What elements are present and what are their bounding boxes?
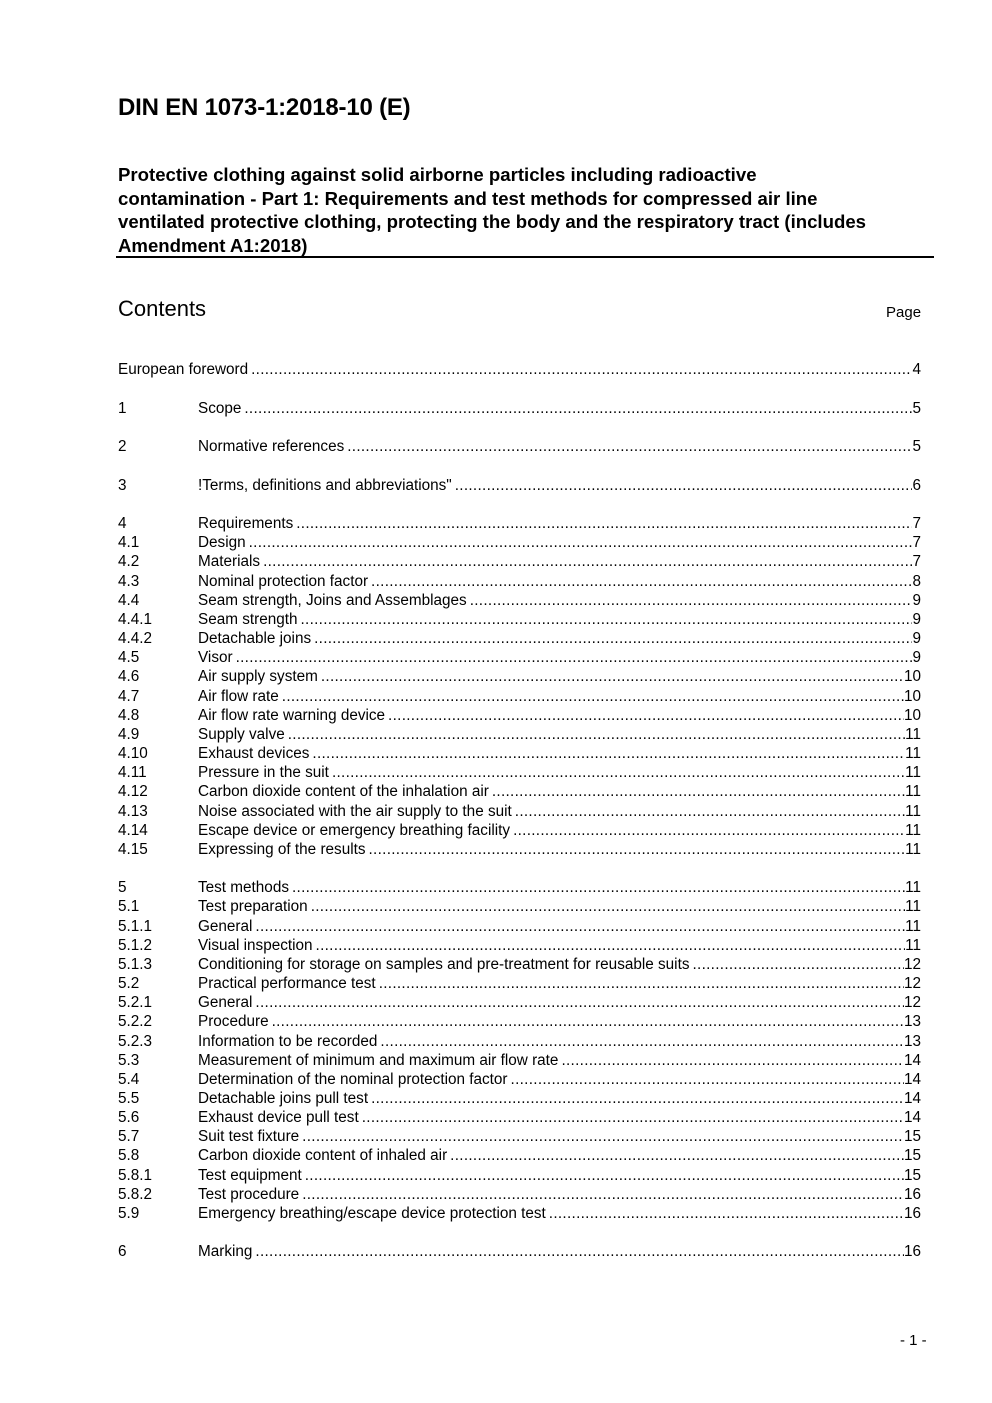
- toc-page-number: 15: [903, 1167, 921, 1184]
- toc-dot-leader: [332, 763, 905, 783]
- subtitle-line: ventilated protective clothing, protecting the body and the respiratory tract (includes: [118, 211, 866, 232]
- toc-section-number: 4.1: [118, 534, 140, 551]
- toc-section-title: Measurement of minimum and maximum air flow rate: [198, 1052, 559, 1069]
- toc-dot-leader: [369, 840, 906, 860]
- toc-page-number: 11: [905, 764, 921, 781]
- toc-entry[interactable]: [118, 1146, 921, 1166]
- toc-dot-leader: [561, 1051, 904, 1071]
- toc-page-number: 10: [903, 707, 921, 724]
- toc-dot-leader: [314, 629, 912, 649]
- toc-section-number: 4.8: [118, 707, 140, 724]
- toc-page-number: 9: [912, 611, 921, 628]
- toc-section-number: 4.13: [118, 803, 148, 820]
- toc-section-number: 5.3: [118, 1052, 140, 1069]
- toc-section-title: General: [198, 918, 253, 935]
- toc-entry[interactable]: [118, 667, 921, 687]
- page-column-heading: Page: [886, 304, 922, 321]
- toc-page-number: 11: [905, 937, 921, 954]
- toc-dot-leader: [296, 514, 912, 534]
- toc-section-number: 5.5: [118, 1090, 140, 1107]
- toc-dot-leader: [288, 725, 905, 745]
- toc-section-title: Expressing of the results: [198, 841, 366, 858]
- toc-section-number: 5.2.3: [118, 1033, 153, 1050]
- toc-dot-leader: [379, 974, 904, 994]
- toc-page-number: 12: [903, 956, 921, 973]
- toc-section-title: !Terms, definitions and abbreviations": [198, 477, 452, 494]
- toc-entry[interactable]: [118, 572, 921, 592]
- toc-section-number: 5: [118, 879, 127, 896]
- toc-section-title: Detachable joins pull test: [198, 1090, 369, 1107]
- toc-section-number: 4.7: [118, 688, 140, 705]
- title-divider: [116, 256, 934, 258]
- toc-section-title: Conditioning for storage on samples and pre-treatment for reusable suits: [198, 956, 690, 973]
- toc-entry[interactable]: [118, 802, 921, 822]
- toc-entry[interactable]: [118, 763, 921, 783]
- toc-section-title: Visor: [198, 649, 233, 666]
- toc-entry[interactable]: [118, 821, 921, 841]
- toc-section-number: 4: [118, 515, 127, 532]
- toc-dot-leader: [302, 1127, 904, 1147]
- toc-entry[interactable]: [118, 648, 921, 668]
- toc-section-title: Procedure: [198, 1013, 269, 1030]
- toc-page-number: 14: [903, 1071, 921, 1088]
- toc-section-number: 4.10: [118, 745, 148, 762]
- toc-section-title: Scope: [198, 400, 242, 417]
- toc-section-number: 4.11: [118, 764, 147, 781]
- toc-page-number: 11: [905, 898, 921, 915]
- toc-dot-leader: [380, 1032, 904, 1052]
- toc-section-number: 5.2.1: [118, 994, 153, 1011]
- toc-section-number: 5.2.2: [118, 1013, 153, 1030]
- subtitle-line: Amendment A1:2018): [118, 234, 308, 256]
- toc-section-title: Pressure in the suit: [198, 764, 329, 781]
- toc-dot-leader: [255, 917, 905, 937]
- toc-section-title: Exhaust device pull test: [198, 1109, 359, 1126]
- toc-page-number: 13: [903, 1013, 921, 1030]
- toc-page-number: 8: [912, 573, 921, 590]
- toc-page-number: 9: [912, 630, 921, 647]
- toc-page-number: 7: [912, 553, 921, 570]
- toc-page-number: 15: [903, 1147, 921, 1164]
- toc-page-number: 7: [912, 515, 921, 532]
- toc-section-title: Nominal protection factor: [198, 573, 369, 590]
- toc-page-number: 11: [905, 879, 921, 896]
- toc-entry[interactable]: [118, 993, 921, 1013]
- toc-section-number: 5.6: [118, 1109, 140, 1126]
- toc-page-number: 10: [903, 668, 921, 685]
- toc-dot-leader: [236, 648, 913, 668]
- toc-section-title: Suit test fixture: [198, 1128, 300, 1145]
- toc-section-number: 4.4: [118, 592, 140, 609]
- toc-section-title: European foreword: [118, 361, 249, 378]
- toc-dot-leader: [316, 936, 906, 956]
- toc-dot-leader: [455, 476, 913, 496]
- toc-dot-leader: [282, 687, 904, 707]
- toc-section-number: 4.15: [118, 841, 148, 858]
- toc-section-number: 4.4.1: [118, 611, 153, 628]
- toc-entry[interactable]: [118, 1070, 921, 1090]
- toc-dot-leader: [371, 572, 912, 592]
- toc-page-number: 14: [903, 1090, 921, 1107]
- toc-section-title: Air flow rate warning device: [198, 707, 386, 724]
- toc-page-number: 16: [903, 1186, 921, 1203]
- toc-page-number: 11: [905, 822, 921, 839]
- toc-dot-leader: [305, 1166, 904, 1186]
- toc-section-number: 6: [118, 1243, 127, 1260]
- toc-dot-leader: [312, 744, 905, 764]
- toc-section-title: Test methods: [198, 879, 289, 896]
- toc-entry[interactable]: [118, 917, 921, 937]
- toc-entry[interactable]: [118, 1032, 921, 1052]
- toc-entry[interactable]: [118, 629, 921, 649]
- toc-entry[interactable]: [118, 782, 921, 802]
- contents-heading: Contents: [118, 296, 207, 321]
- toc-section-title: Marking: [198, 1243, 253, 1260]
- toc-entry[interactable]: [118, 476, 921, 496]
- toc-page-number: 11: [905, 726, 921, 743]
- toc-page-number: 4: [912, 361, 921, 378]
- toc-section-title: Supply valve: [198, 726, 285, 743]
- toc-section-number: 5.1: [118, 898, 140, 915]
- toc-dot-leader: [249, 533, 913, 553]
- toc-entry[interactable]: [118, 360, 921, 380]
- toc-section-number: 4.12: [118, 783, 148, 800]
- toc-page-number: 11: [905, 783, 921, 800]
- toc-entry[interactable]: [118, 552, 921, 572]
- subtitle-line: Protective clothing against solid airborne particles including radioactive: [118, 164, 757, 185]
- toc-section-title: Practical performance test: [198, 975, 376, 992]
- toc-section-number: 5.2: [118, 975, 140, 992]
- toc-dot-leader: [347, 437, 912, 457]
- toc-section-title: Test procedure: [198, 1186, 300, 1203]
- toc-section-title: Normative references: [198, 438, 345, 455]
- page-number: - 1 -: [900, 1332, 927, 1349]
- toc-entry[interactable]: [118, 591, 921, 611]
- toc-page-number: 16: [903, 1205, 921, 1222]
- toc-entry[interactable]: [118, 1166, 921, 1186]
- toc-section-title: Seam strength, Joins and Assemblages: [198, 592, 467, 609]
- toc-page-number: 12: [903, 994, 921, 1011]
- toc-section-title: Detachable joins: [198, 630, 312, 647]
- toc-dot-leader: [311, 897, 905, 917]
- toc-section-title: Carbon dioxide content of the inhalation air: [198, 783, 489, 800]
- toc-page-number: 9: [912, 592, 921, 609]
- toc-section-title: Requirements: [198, 515, 294, 532]
- toc-section-number: 1: [118, 400, 127, 417]
- toc-entry[interactable]: [118, 974, 921, 994]
- toc-page-number: 9: [912, 649, 921, 666]
- toc-entry[interactable]: [118, 706, 921, 726]
- toc-entry[interactable]: [118, 878, 921, 898]
- toc-entry[interactable]: [118, 533, 921, 553]
- toc-dot-leader: [300, 610, 912, 630]
- toc-dot-leader: [263, 552, 912, 572]
- toc-page-number: 5: [912, 438, 921, 455]
- toc-page-number: 5: [912, 400, 921, 417]
- toc-page-number: 14: [903, 1052, 921, 1069]
- document-title: DIN EN 1073-1:2018-10 (E): [118, 94, 411, 121]
- toc-dot-leader: [251, 360, 912, 380]
- toc-section-title: Design: [198, 534, 246, 551]
- toc-dot-leader: [515, 802, 905, 822]
- toc-entry[interactable]: [118, 610, 921, 630]
- toc-entry[interactable]: [118, 514, 921, 534]
- toc-section-title: Air supply system: [198, 668, 318, 685]
- toc-section-number: 5.1.1: [118, 918, 153, 935]
- toc-page-number: 11: [905, 918, 921, 935]
- toc-section-number: 5.1.2: [118, 937, 153, 954]
- subtitle-line: contamination - Part 1: Requirements and test methods for compressed air line: [118, 187, 818, 209]
- toc-page-number: 15: [903, 1128, 921, 1145]
- toc-entry[interactable]: [118, 936, 921, 956]
- toc-section-title: Carbon dioxide content of inhaled air: [198, 1147, 448, 1164]
- toc-entry[interactable]: [118, 1012, 921, 1032]
- toc-section-number: 5.4: [118, 1071, 140, 1088]
- toc-dot-leader: [388, 706, 904, 726]
- toc-section-number: 5.8.1: [118, 1167, 153, 1184]
- toc-dot-leader: [549, 1204, 904, 1224]
- toc-section-title: General: [198, 994, 253, 1011]
- toc-dot-leader: [321, 667, 904, 687]
- toc-dot-leader: [302, 1185, 904, 1205]
- toc-dot-leader: [511, 1070, 904, 1090]
- toc-section-title: Noise associated with the air supply to the suit: [198, 803, 512, 820]
- toc-entry[interactable]: [118, 1185, 921, 1205]
- toc-section-number: 4.5: [118, 649, 140, 666]
- toc-entry[interactable]: [118, 840, 921, 860]
- toc-section-title: Test equipment: [198, 1167, 302, 1184]
- toc-entry[interactable]: [118, 1051, 921, 1071]
- toc-dot-leader: [371, 1089, 904, 1109]
- toc-entry[interactable]: [118, 744, 921, 764]
- toc-dot-leader: [255, 993, 904, 1013]
- toc-entry[interactable]: [118, 1242, 921, 1262]
- toc-section-title: Emergency breathing/escape device protection test: [198, 1205, 546, 1222]
- toc-entry[interactable]: [118, 1108, 921, 1128]
- toc-section-title: Determination of the nominal protection factor: [198, 1071, 508, 1088]
- toc-dot-leader: [292, 878, 905, 898]
- toc-page-number: 11: [905, 803, 921, 820]
- toc-dot-leader: [513, 821, 905, 841]
- toc-page-number: 7: [912, 534, 921, 551]
- toc-section-title: Visual inspection: [198, 937, 313, 954]
- toc-section-number: 5.8.2: [118, 1186, 153, 1203]
- toc-entry[interactable]: [118, 399, 921, 419]
- toc-page-number: 14: [903, 1109, 921, 1126]
- toc-page-number: 12: [903, 975, 921, 992]
- toc-section-number: 4.14: [118, 822, 148, 839]
- toc-dot-leader: [244, 399, 912, 419]
- toc-section-number: 4.3: [118, 573, 140, 590]
- toc-section-number: 5.9: [118, 1205, 140, 1222]
- toc-dot-leader: [255, 1242, 904, 1262]
- document-subtitle: [118, 163, 930, 257]
- toc-section-number: 2: [118, 438, 127, 455]
- toc-section-title: Air flow rate: [198, 688, 279, 705]
- toc-page-number: 10: [903, 688, 921, 705]
- toc-dot-leader: [362, 1108, 904, 1128]
- toc-entry[interactable]: [118, 687, 921, 707]
- toc-page-number: 13: [903, 1033, 921, 1050]
- toc-section-number: 5.7: [118, 1128, 140, 1145]
- toc-section-title: Seam strength: [198, 611, 298, 628]
- toc-section-number: 4.9: [118, 726, 140, 743]
- toc-section-title: Information to be recorded: [198, 1033, 378, 1050]
- toc-entry[interactable]: [118, 437, 921, 457]
- toc-entry[interactable]: [118, 1204, 921, 1224]
- toc-section-number: 4.2: [118, 553, 140, 570]
- toc-page-number: 16: [903, 1243, 921, 1260]
- toc-page-number: 11: [905, 841, 921, 858]
- toc-section-number: 5.1.3: [118, 956, 153, 973]
- toc-section-title: Exhaust devices: [198, 745, 310, 762]
- toc-section-title: Escape device or emergency breathing facility: [198, 822, 511, 839]
- toc-page-number: 6: [912, 477, 921, 494]
- toc-dot-leader: [272, 1012, 904, 1032]
- toc-entry[interactable]: [118, 1089, 921, 1109]
- toc-page-number: 11: [905, 745, 921, 762]
- toc-entry[interactable]: [118, 725, 921, 745]
- toc-dot-leader: [692, 955, 904, 975]
- toc-entry[interactable]: [118, 955, 921, 975]
- toc-section-number: 5.8: [118, 1147, 140, 1164]
- toc-section-number: 4.4.2: [118, 630, 153, 647]
- toc-dot-leader: [450, 1146, 904, 1166]
- toc-section-number: 3: [118, 477, 127, 494]
- toc-section-title: Test preparation: [198, 898, 308, 915]
- toc-dot-leader: [470, 591, 913, 611]
- toc-dot-leader: [492, 782, 905, 802]
- toc-entry[interactable]: [118, 1127, 921, 1147]
- toc-section-number: 4.6: [118, 668, 140, 685]
- toc-entry[interactable]: [118, 897, 921, 917]
- toc-section-title: Materials: [198, 553, 261, 570]
